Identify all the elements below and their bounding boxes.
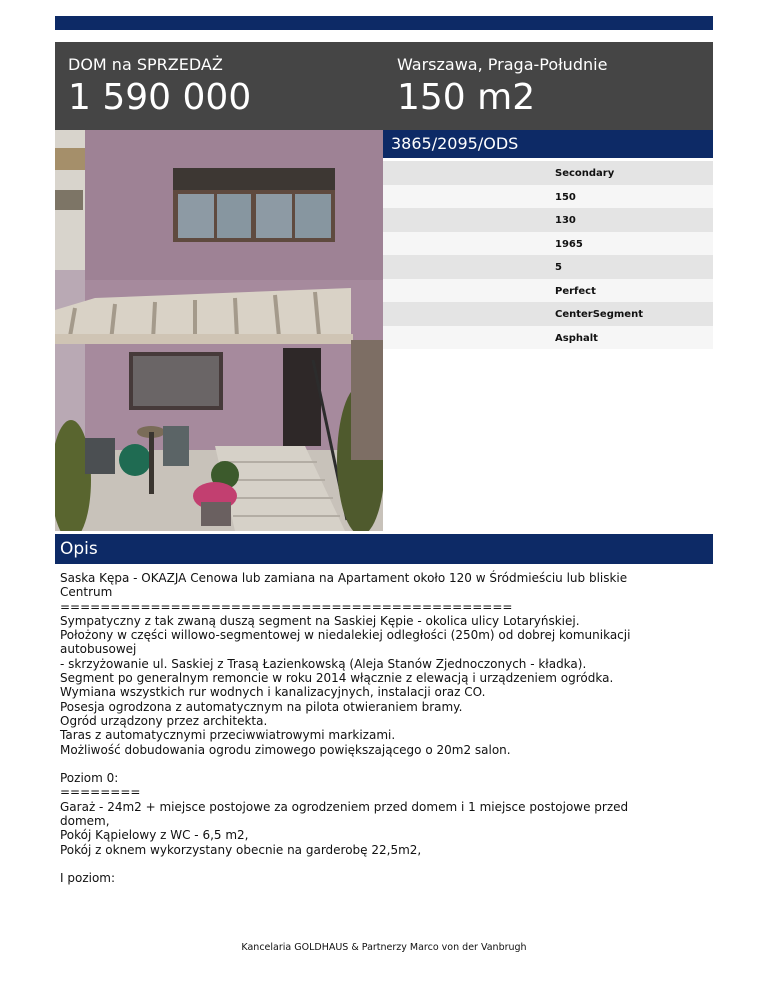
description-line: Taras z automatycznymi przeciwwiatrowymi markizami. [60,728,396,743]
spec-value: Asphalt [555,332,598,344]
top-accent-bar [55,16,713,30]
description-line: - skrzyżowanie ul. Saskiej z Trasą Łazienkowską (Aleja Stanów Zjednoczonych - kładka). [60,656,587,671]
spec-table [383,161,713,349]
description-line: Posesja ogrodzona z automatycznym na pilota otwieraniem bramy. [60,699,463,714]
description-line: Sympatyczny z tak zwaną duszą segment na Saskiej Kępie - okolica ulicy Lotaryńskiej. [60,613,580,628]
description-line: Ogród urządzony przez architekta. [60,713,268,728]
reference-bar [383,130,713,158]
area: 150 m2 [397,77,536,118]
description-heading: Opis [60,539,98,559]
spec-value: CenterSegment [555,309,643,320]
spec-row-total-area [383,185,713,209]
description-line: Wymiana wszystkich rur wodnych i kanalizacyjnych, instalacji oraz CO. [60,685,486,700]
description-line: autobusowej [60,642,137,657]
house-photo [55,130,383,531]
price: 1 590 000 [68,77,252,118]
spec-row-market [383,161,713,185]
header-right [397,56,607,118]
spec-row-rooms [383,255,713,279]
listing-header [55,42,713,130]
description-line: Centrum [60,585,113,600]
spec-row-condition [383,279,713,303]
description-line: domem, [60,814,110,829]
location: Warszawa, Praga-Południe [397,55,608,74]
footer: Kancelaria GOLDHAUS & Partnerzy Marco von der Vanbrugh [241,942,527,953]
spec-value: 150 [555,191,576,203]
spec-value: Secondary [555,168,615,179]
description-line [60,757,710,771]
description-line: Możliwość dobudowania ogrodu zimowego powiększającego o 20m2 salon. [60,742,511,757]
description-line: I poziom: [60,871,116,886]
description-line: ============================================= [60,599,513,614]
description-line: Pokój z oknem wykorzystany obecnie na garderobę 22,5m2, [60,842,422,857]
spec-row-usable-area [383,208,713,232]
description-line: Pokój Kąpielowy z WC - 6,5 m2, [60,828,249,843]
reference-number: 3865/2095/ODS [391,134,519,153]
description-line [60,857,710,871]
description-line: ======== [60,785,141,800]
spec-value: 5 [555,262,562,273]
description-text [60,571,710,886]
description-line: Segment po generalnym remoncie w roku 2014 włącznie z elewacją i urządzeniem ogródka. [60,671,614,686]
property-type: DOM na SPRZEDAŻ [68,55,223,74]
spec-value: 130 [555,215,576,226]
description-line: Garaż - 24m2 + miejsce postojowe za ogrodzeniem przed domem i 1 miejsce postojowe przed [60,799,629,814]
description-line: Położony w części willowo-segmentowej w niedalekiej odległości (250m) od dobrej komunikacji [60,628,631,643]
spec-row-road [383,326,713,350]
spec-row-building-type [383,302,713,326]
spec-row-year-built [383,232,713,256]
description-line: Poziom 0: [60,771,119,786]
spec-value: Perfect [555,285,596,297]
spec-value: 1965 [555,238,583,250]
header-left [68,56,251,118]
description-line: Saska Kępa - OKAZJA Cenowa lub zamiana na Apartament około 120 w Śródmieściu lub bliskie [60,571,628,585]
description-heading-bar [55,534,713,564]
